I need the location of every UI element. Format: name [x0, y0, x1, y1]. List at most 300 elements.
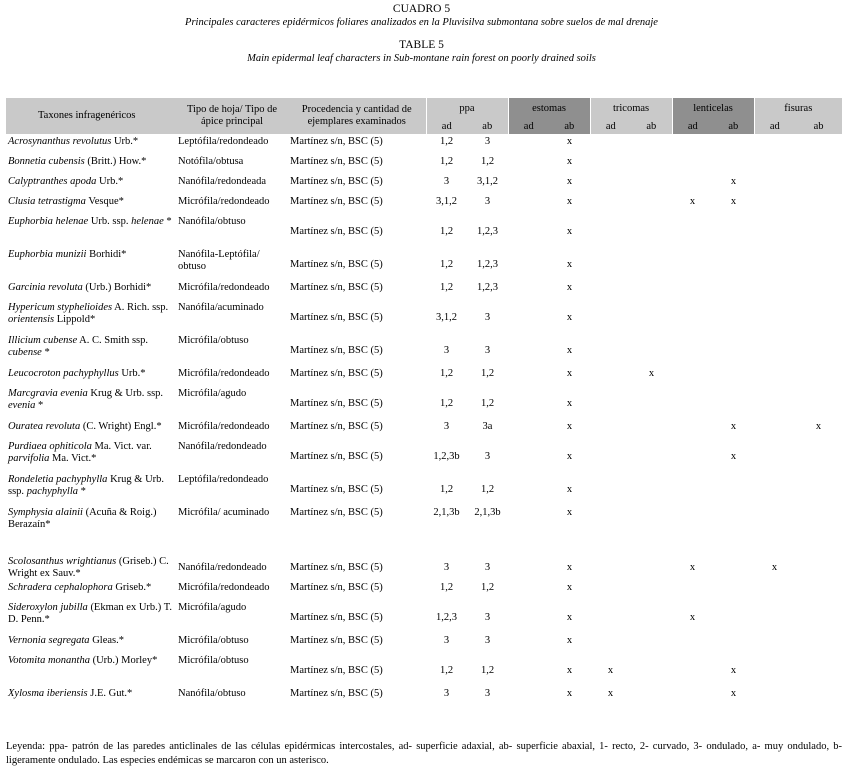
leaf-type-cell: Leptófila/redondeado: [178, 136, 269, 147]
cell-ppa-ad: 1,2,3b: [433, 450, 460, 462]
taxon-cell: [6, 174, 176, 194]
cell-est-ab: x: [566, 397, 573, 409]
cell-fis-ab: [795, 214, 842, 247]
table-row: [6, 154, 842, 174]
cell-tri-ad: [590, 439, 631, 472]
taxon-name: Calyptranthes apoda: [8, 176, 97, 187]
taxon-cell: [6, 686, 176, 706]
cell-ppa-ad: 1,2: [439, 664, 454, 676]
cell-ppa-ab: 3: [484, 196, 491, 207]
cell-len-ad: [672, 686, 713, 706]
table-row: [6, 653, 842, 686]
origin-cell: Martínez s/n, BSC (5): [290, 421, 383, 432]
cell-fis-ad: [754, 134, 795, 154]
taxon-infra-name: parvifolia: [8, 453, 50, 464]
leaf-type-cell: Micrófila/agudo: [178, 602, 247, 613]
cell-fis-ad: [754, 653, 795, 686]
taxon-cell: [6, 472, 176, 505]
cell-tri-ad: [590, 214, 631, 247]
cell-est-ad: [508, 214, 549, 247]
cell-tri-ad: [590, 300, 631, 333]
leaf-type-cell: Leptófila/redondeado: [178, 474, 269, 485]
cell-est-ad: [508, 134, 549, 154]
cell-len-ad: x: [689, 196, 696, 207]
cell-est-ad: [508, 505, 549, 554]
taxon-infra-rank: (Griseb.) C. Wright ex Sauv.*: [8, 556, 169, 579]
cell-tri-ab: [631, 333, 672, 366]
cell-est-ab: x: [566, 611, 573, 623]
cell-tri-ab: [631, 554, 672, 580]
taxon-author: (C. Wright) Engl.*: [82, 421, 162, 432]
cell-len-ab: [713, 386, 754, 419]
cell-fis-ab: [795, 194, 842, 214]
taxon-cell: [6, 366, 176, 386]
cell-len-ad: [672, 419, 713, 439]
cell-fis-ab: [795, 134, 842, 154]
cell-len-ad: [672, 247, 713, 280]
cell-len-ad: [672, 580, 713, 600]
taxon-author: Urb.*: [113, 136, 139, 147]
cell-tri-ab: x: [648, 368, 655, 379]
cell-est-ab: x: [566, 176, 573, 187]
cell-ppa-ab: 1,2: [480, 664, 495, 676]
taxon-author: Vesque*: [88, 196, 124, 207]
taxon-infra-name: evenia: [8, 400, 36, 411]
taxon-author: Gleas.*: [92, 635, 124, 646]
cell-fis-ad: [754, 333, 795, 366]
table-row: [6, 300, 842, 333]
cell-ppa-ab: 3a: [482, 421, 493, 432]
taxon-name: Euphorbia helenae: [8, 216, 89, 227]
cell-est-ab: x: [566, 507, 573, 518]
taxon-name: Sideroxylon jubilla: [8, 602, 88, 613]
cell-fis-ad: [754, 505, 795, 554]
cell-len-ab: [713, 214, 754, 247]
cell-est-ad: [508, 580, 549, 600]
leaf-type-cell: Micrófila/obtuso: [178, 335, 249, 346]
taxon-name: Vernonia segregata: [8, 635, 90, 646]
taxon-cell: [6, 580, 176, 600]
header-est-ad: ad: [508, 119, 549, 134]
cell-len-ad: x: [689, 611, 696, 623]
taxon-author: Krug & Urb.: [90, 388, 145, 399]
taxon-infra-author: Lippold*: [56, 314, 96, 325]
cell-fis-ad: [754, 600, 795, 633]
cell-est-ab: x: [566, 582, 573, 593]
cell-ppa-ab: 1,2,3: [477, 282, 498, 293]
header-tri-ad: ad: [590, 119, 631, 134]
cell-len-ab: x: [730, 688, 737, 699]
cell-ppa-ad: 1,2: [439, 368, 454, 379]
table-row: [6, 214, 842, 247]
taxon-author: Urb. ssp.: [90, 216, 129, 227]
taxon-cell: [6, 280, 176, 300]
header-taxa: Taxones infragenéricos: [6, 98, 176, 134]
cell-est-ab: x: [566, 450, 573, 462]
leaf-type-cell: Micrófila/redondeado: [178, 196, 270, 207]
cell-ppa-ad: 3: [443, 176, 450, 187]
cell-len-ad: [672, 505, 713, 554]
cell-len-ab: [713, 247, 754, 280]
leaf-type-cell: Nanófila/obtuso: [178, 216, 246, 227]
cell-est-ab: x: [566, 258, 573, 270]
cell-est-ad: [508, 386, 549, 419]
cell-len-ad: [672, 154, 713, 174]
origin-cell: Martínez s/n, BSC (5): [290, 136, 383, 147]
cell-fis-ab: [795, 280, 842, 300]
cell-len-ab: [713, 505, 754, 554]
taxon-author: Krug &: [110, 474, 143, 485]
cell-fis-ad: [754, 247, 795, 280]
cell-tri-ab: [631, 472, 672, 505]
cell-tri-ad: [590, 600, 631, 633]
taxon-cell: [6, 554, 176, 580]
cell-est-ad: [508, 419, 549, 439]
cell-fis-ab: [795, 505, 842, 554]
origin-cell: Martínez s/n, BSC (5): [290, 562, 383, 573]
cell-tri-ad: [590, 366, 631, 386]
taxon-name: Rondeletia pachyphylla: [8, 474, 108, 485]
leaf-type-cell: Micrófila/redondeado: [178, 421, 270, 432]
taxon-name: Xylosma iberiensis: [8, 688, 88, 699]
origin-cell: Martínez s/n, BSC (5): [290, 664, 383, 676]
taxon-cell: [6, 214, 176, 247]
cell-ppa-ab: 3: [484, 450, 491, 462]
cell-len-ad: [672, 472, 713, 505]
cell-fis-ad: [754, 472, 795, 505]
taxon-cell: [6, 333, 176, 366]
cell-fis-ad: [754, 386, 795, 419]
cell-tri-ad: x: [607, 688, 614, 699]
cell-est-ad: [508, 194, 549, 214]
cell-ppa-ad: 3: [443, 688, 450, 699]
cell-ppa-ab: 3: [484, 635, 491, 646]
cell-len-ab: [713, 600, 754, 633]
leaf-type-cell: Micrófila/agudo: [178, 388, 247, 399]
leaf-type-cell: Nanófila/acuminado: [178, 302, 264, 313]
taxon-author: A. C. Smith ssp.: [79, 335, 149, 346]
cell-ppa-ab: 3: [484, 611, 491, 623]
header-tri-ab: ab: [631, 119, 672, 134]
cell-len-ab: [713, 154, 754, 174]
cell-ppa-ad: 1,2: [439, 397, 454, 409]
cell-ppa-ad: 3: [443, 635, 450, 646]
cell-tri-ab: [631, 214, 672, 247]
cell-tri-ad: [590, 247, 631, 280]
cell-fis-ad: [754, 300, 795, 333]
origin-cell: Martínez s/n, BSC (5): [290, 156, 383, 167]
cell-ppa-ab: 1,2: [480, 368, 495, 379]
cell-fis-ad: [754, 280, 795, 300]
taxon-cell: [6, 505, 176, 554]
taxon-author: (Britt.) How.*: [87, 156, 147, 167]
cell-est-ab: x: [566, 196, 573, 207]
cell-tri-ad: [590, 386, 631, 419]
table-body: [6, 134, 842, 706]
taxon-author: Urb.*: [99, 176, 124, 187]
cell-ppa-ad: 3: [443, 421, 450, 432]
cell-est-ab: x: [566, 156, 573, 167]
table-row: [6, 194, 842, 214]
header-tricomas: tricomas: [590, 98, 672, 119]
header-ppa-ab: ab: [467, 119, 508, 134]
cell-est-ad: [508, 300, 549, 333]
taxon-infra-name: helenae: [131, 216, 164, 227]
cell-est-ab: x: [566, 635, 573, 646]
taxon-name: Bonnetia cubensis: [8, 156, 85, 167]
leaf-type-cell: Micrófila/redondeado: [178, 582, 270, 593]
cell-fis-ab: [795, 333, 842, 366]
cell-est-ab: x: [566, 562, 573, 573]
table-row: [6, 386, 842, 419]
origin-cell: Martínez s/n, BSC (5): [290, 688, 383, 699]
table-row: [6, 247, 842, 280]
table-row: [6, 600, 842, 633]
cell-tri-ad: [590, 505, 631, 554]
taxon-author: J.E. Gut.*: [90, 688, 133, 699]
cell-ppa-ab: 1,2: [480, 397, 495, 409]
leaf-type-cell: Nanófila-Leptófila/ obtuso: [178, 249, 260, 272]
taxon-name: Schradera cephalophora: [8, 582, 113, 593]
cell-est-ad: [508, 247, 549, 280]
cell-fis-ab: [795, 472, 842, 505]
cell-tri-ab: [631, 194, 672, 214]
header-origin: Procedencia y cantidad de ejemplares examinados: [288, 98, 426, 134]
taxon-author: Urb.*: [121, 368, 146, 379]
cell-est-ad: [508, 280, 549, 300]
cell-len-ab: x: [730, 450, 737, 462]
cell-fis-ad: [754, 686, 795, 706]
cell-len-ad: [672, 214, 713, 247]
cell-fis-ab: [795, 633, 842, 653]
cell-fis-ab: x: [815, 421, 822, 432]
cell-len-ab: [713, 366, 754, 386]
origin-cell: Martínez s/n, BSC (5): [290, 176, 383, 187]
cell-tri-ad: [590, 554, 631, 580]
cell-len-ad: [672, 633, 713, 653]
cell-ppa-ab: 3: [484, 562, 491, 573]
taxon-name: Purdiaea ophiticola: [8, 441, 92, 452]
table-row: [6, 472, 842, 505]
taxon-author: Borhidi*: [89, 249, 127, 260]
cell-ppa-ab: 1,2,3: [477, 258, 498, 270]
taxon-name: Garcinia revoluta: [8, 282, 83, 293]
cell-fis-ad: [754, 580, 795, 600]
leaf-type-cell: Micrófila/redondeado: [178, 282, 270, 293]
taxon-infra-rank: Roig.) Berazaín*: [8, 507, 157, 530]
cell-ppa-ad: 1,2,3: [436, 611, 457, 623]
caption-en-title: TABLE 5: [399, 39, 444, 51]
taxon-name: Euphorbia munizii: [8, 249, 87, 260]
taxon-infra-rank: var.: [136, 441, 152, 452]
cell-est-ad: [508, 439, 549, 472]
taxon-infra-author: *: [44, 347, 50, 358]
cell-len-ad: [672, 386, 713, 419]
cell-tri-ab: [631, 600, 672, 633]
cell-len-ad: [672, 333, 713, 366]
cell-ppa-ab: 1,2: [480, 582, 495, 593]
cell-len-ab: x: [730, 664, 737, 676]
cell-tri-ab: [631, 247, 672, 280]
taxon-cell: [6, 600, 176, 633]
cell-tri-ab: [631, 580, 672, 600]
caption-es-title: CUADRO 5: [392, 3, 451, 15]
header-leaf-type: Tipo de hoja/ Tipo de ápice principal: [176, 98, 288, 134]
cell-ppa-ab: 3: [484, 688, 491, 699]
cell-est-ab: x: [566, 483, 573, 495]
origin-cell: Martínez s/n, BSC (5): [290, 258, 383, 270]
taxon-infra-rank: ssp.: [152, 302, 169, 313]
cell-fis-ad: [754, 439, 795, 472]
taxon-name: Acrosynanthus revolutus: [8, 136, 112, 147]
leaf-type-cell: Micrófila/obtuso: [178, 635, 249, 646]
leaf-type-cell: Nanófila/redondeada: [178, 176, 267, 187]
cell-tri-ad: [590, 174, 631, 194]
cell-ppa-ad: 3: [443, 562, 450, 573]
origin-cell: Martínez s/n, BSC (5): [290, 225, 383, 237]
cell-fis-ab: [795, 580, 842, 600]
taxon-name: Clusia tetrastigma: [8, 196, 86, 207]
cell-fis-ab: [795, 600, 842, 633]
taxon-cell: [6, 247, 176, 280]
cell-len-ab: x: [730, 196, 737, 207]
cell-len-ad: [672, 653, 713, 686]
header-fis-ad: ad: [754, 119, 795, 134]
cell-tri-ab: [631, 439, 672, 472]
taxon-name: Marcgravia evenia: [8, 388, 88, 399]
taxon-name: Illicium cubense: [8, 335, 78, 346]
cell-ppa-ad: 1,2: [439, 282, 454, 293]
taxon-cell: [6, 194, 176, 214]
cell-ppa-ab: 3: [484, 311, 491, 323]
cell-tri-ab: [631, 686, 672, 706]
table-row: [6, 505, 842, 554]
header-len-ab: ab: [713, 119, 754, 134]
taxon-infra-author: *: [80, 486, 86, 497]
taxon-name: Hypericum styphelioides: [8, 302, 113, 313]
cell-tri-ad: [590, 419, 631, 439]
cell-fis-ad: [754, 194, 795, 214]
cell-tri-ad: [590, 633, 631, 653]
table-row: [6, 419, 842, 439]
header-estomas: estomas: [508, 98, 590, 119]
cell-fis-ab: [795, 366, 842, 386]
cell-tri-ad: [590, 154, 631, 174]
origin-cell: Martínez s/n, BSC (5): [290, 196, 383, 207]
leaf-type-cell: Nanófila/redondeado: [178, 441, 267, 452]
cell-fis-ad: [754, 633, 795, 653]
origin-cell: Martínez s/n, BSC (5): [290, 635, 383, 646]
cell-est-ad: [508, 600, 549, 633]
cell-len-ad: [672, 439, 713, 472]
cell-est-ab: x: [566, 664, 573, 676]
taxon-author: (Urb.): [92, 655, 119, 666]
taxon-cell: [6, 386, 176, 419]
cell-ppa-ad: 3: [443, 344, 450, 356]
table-row: [6, 134, 842, 154]
taxon-cell: [6, 419, 176, 439]
cell-len-ad: [672, 366, 713, 386]
leaf-type-cell: Notófila/obtusa: [178, 156, 244, 167]
taxon-author: A. Rich.: [114, 302, 150, 313]
taxon-cell: [6, 134, 176, 154]
cell-ppa-ab: 3: [484, 136, 491, 147]
taxon-cell: [6, 633, 176, 653]
taxon-author: (Urb.) Borhidi*: [85, 282, 152, 293]
taxon-name: Scolosanthus wrightianus: [8, 556, 117, 567]
cell-ppa-ab: 1,2: [480, 156, 495, 167]
cell-len-ab: [713, 633, 754, 653]
cell-len-ad: [672, 134, 713, 154]
cell-len-ab: [713, 554, 754, 580]
cell-len-ad: x: [689, 562, 696, 573]
cell-ppa-ab: 2,1,3b: [474, 507, 501, 518]
table-row: [6, 366, 842, 386]
cell-est-ab: x: [566, 136, 573, 147]
cell-tri-ad: [590, 580, 631, 600]
cell-ppa-ad: 3,1,2: [436, 311, 457, 323]
legend: Leyenda: ppa- patrón de las paredes anticlinales de las células epidérmicas intercostales, ad- superficie adaxial, ab- superficie abaxial, 1- recto, 2- curvado, 3- ondulado, a- muy ondulado, b- ligeramente ondulado. Las especies endémicas se marcaron con un asterisco.: [6, 741, 842, 766]
cell-len-ad: [672, 280, 713, 300]
cell-fis-ad: x: [771, 562, 778, 573]
origin-cell: Martínez s/n, BSC (5): [290, 397, 383, 409]
taxon-infra-rank: Morley*: [121, 655, 158, 666]
cell-tri-ad: [590, 333, 631, 366]
taxon-infra-author: *: [38, 400, 44, 411]
cell-ppa-ab: 3,1,2: [477, 176, 498, 187]
cell-est-ad: [508, 472, 549, 505]
taxon-cell: [6, 154, 176, 174]
caption-es-subtitle: Principales caracteres epidérmicos foliares analizados en la Pluvisilva submontana sobre suelos de mal drenaje: [185, 17, 658, 28]
table-row: [6, 633, 842, 653]
taxon-infra-name: pachyphylla: [26, 486, 79, 497]
cell-est-ab: x: [566, 421, 573, 432]
cell-ppa-ad: 2,1,3b: [433, 507, 460, 518]
leaf-type-cell: Nanófila/obtuso: [178, 688, 246, 699]
cell-len-ab: [713, 280, 754, 300]
origin-cell: Martínez s/n, BSC (5): [290, 611, 383, 623]
cell-fis-ab: [795, 247, 842, 280]
cell-tri-ab: [631, 505, 672, 554]
taxon-cell: [6, 653, 176, 686]
epidermal-characters-table: [6, 98, 842, 706]
taxon-infra-rank: ssp.: [147, 388, 164, 399]
origin-cell: Martínez s/n, BSC (5): [290, 282, 383, 293]
header-len-ad: ad: [672, 119, 713, 134]
header-ppa-ad: ad: [426, 119, 467, 134]
leaf-type-cell: Micrófila/obtuso: [178, 655, 249, 666]
cell-est-ad: [508, 554, 549, 580]
cell-len-ad: [672, 174, 713, 194]
page: [0, 3, 843, 772]
cell-ppa-ab: 1,2: [480, 483, 495, 495]
cell-est-ad: [508, 633, 549, 653]
taxon-name: Symphysia alainii: [8, 507, 83, 518]
header-lenticelas: lenticelas: [672, 98, 754, 119]
taxon-name: Leucocroton pachyphyllus: [8, 368, 119, 379]
table-row: [6, 439, 842, 472]
cell-est-ab: x: [566, 344, 573, 356]
taxon-infra-rank: Urb. ssp.: [8, 474, 165, 497]
cell-tri-ab: [631, 653, 672, 686]
leaf-type-cell: Micrófila/redondeado: [178, 368, 270, 379]
origin-cell: Martínez s/n, BSC (5): [290, 507, 383, 518]
taxon-name: Votomita monantha: [8, 655, 90, 666]
cell-tri-ad: [590, 472, 631, 505]
cell-ppa-ad: 1,2: [439, 483, 454, 495]
cell-est-ad: [508, 653, 549, 686]
cell-tri-ab: [631, 154, 672, 174]
